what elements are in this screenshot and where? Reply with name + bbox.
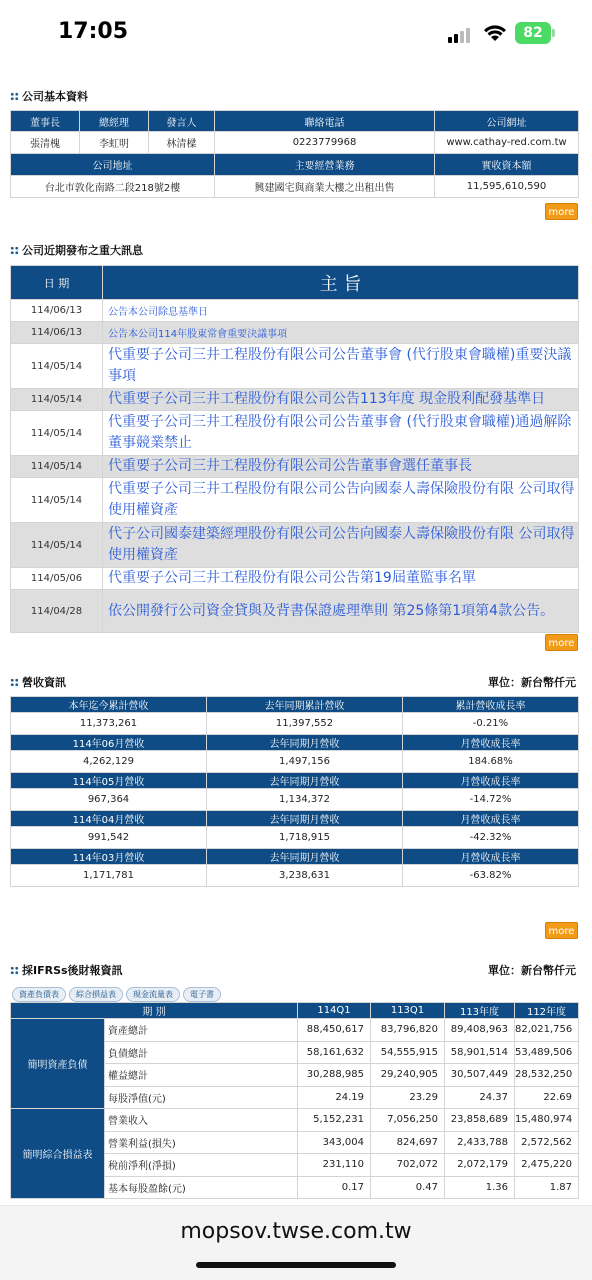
header-spokesperson: 發言人 bbox=[149, 111, 215, 132]
wifi-icon bbox=[482, 23, 508, 43]
basic-info-table bbox=[10, 110, 579, 198]
cell-value: 231,110 bbox=[298, 1154, 371, 1177]
revenue-header: 本年迄今累計營收 bbox=[11, 697, 207, 713]
revenue-value: -0.21% bbox=[403, 713, 579, 735]
news-date: 114/05/14 bbox=[11, 411, 103, 456]
revenue-value: 11,397,552 bbox=[207, 713, 403, 735]
cell-value: 22.69 bbox=[515, 1086, 579, 1109]
group-income-statement: 簡明綜合損益表 bbox=[11, 1109, 105, 1199]
section-title-basic-info: 公司基本資料 bbox=[10, 88, 88, 104]
revenue-unit: 單位：新台幣仟元 bbox=[488, 676, 576, 689]
row-label: 營業利益(損失) bbox=[105, 1131, 298, 1154]
row-label: 營業收入 bbox=[105, 1109, 298, 1132]
period-header: 112年度 bbox=[515, 1003, 579, 1019]
value-website[interactable]: www.cathay-red.com.tw bbox=[435, 132, 579, 154]
revenue-header: 去年同期月營收 bbox=[207, 811, 403, 827]
cell-value: 7,056,250 bbox=[371, 1109, 445, 1132]
revenue-header: 去年同期月營收 bbox=[207, 735, 403, 751]
cell-value: 24.19 bbox=[298, 1086, 371, 1109]
value-chairman: 張清槐 bbox=[11, 132, 80, 154]
news-link[interactable]: 依公開發行公司資金貸與及背書保證處理準則 第25條第1項第4款公告。 bbox=[103, 590, 579, 633]
status-bar bbox=[0, 0, 592, 70]
tab-income-statement[interactable]: 綜合損益表 bbox=[69, 987, 123, 1002]
cell-value: 2,072,179 bbox=[445, 1154, 515, 1177]
header-gm: 總經理 bbox=[80, 111, 149, 132]
cell-value: 29,240,905 bbox=[371, 1064, 445, 1087]
cellular-signal-icon bbox=[448, 27, 474, 43]
revenue-header: 月營收成長率 bbox=[403, 735, 579, 751]
cell-value: 0.17 bbox=[298, 1176, 371, 1199]
battery-icon: 82 bbox=[515, 22, 551, 44]
tab-balance-sheet[interactable]: 資產負債表 bbox=[12, 987, 66, 1002]
news-date: 114/05/14 bbox=[11, 478, 103, 523]
header-business: 主要經營業務 bbox=[215, 154, 435, 176]
cell-value: 88,450,617 bbox=[298, 1019, 371, 1042]
address-url[interactable]: mopsov.twse.com.tw bbox=[180, 1219, 412, 1244]
battery-nub bbox=[552, 29, 555, 37]
bullet-icon bbox=[10, 246, 19, 255]
financial-tabs bbox=[12, 982, 224, 1002]
row-label: 基本每股盈餘(元) bbox=[105, 1176, 298, 1199]
financial-unit: 單位：新台幣仟元 bbox=[488, 964, 576, 977]
revenue-value: 4,262,129 bbox=[11, 751, 207, 773]
news-link[interactable]: 代重要子公司三井工程股份有限公司公告113年度 現金股利配發基準日 bbox=[103, 389, 579, 411]
group-balance-sheet: 簡明資產負債 bbox=[11, 1019, 105, 1109]
cell-value: 343,004 bbox=[298, 1131, 371, 1154]
news-link[interactable]: 代重要子公司三井工程股份有限公司公告向國泰人壽保險股份有限 公司取得使用權資產 bbox=[103, 478, 579, 523]
value-capital: 11,595,610,590 bbox=[435, 176, 579, 198]
news-link[interactable]: 公告本公司114年股東常會重要決議事項 bbox=[103, 322, 579, 344]
revenue-value: -42.32% bbox=[403, 827, 579, 849]
header-period: 期 別 bbox=[11, 1003, 298, 1019]
financial-table bbox=[10, 1002, 579, 1199]
tab-ebook[interactable]: 電子書 bbox=[183, 987, 221, 1002]
news-date: 114/05/14 bbox=[11, 344, 103, 389]
revenue-value: 11,373,261 bbox=[11, 713, 207, 735]
revenue-value: 967,364 bbox=[11, 789, 207, 811]
cell-value: 824,697 bbox=[371, 1131, 445, 1154]
header-website: 公司網址 bbox=[435, 111, 579, 132]
news-link[interactable]: 代子公司國泰建築經理股份有限公司公告向國泰人壽保險股份有限 公司取得使用權資產 bbox=[103, 523, 579, 568]
revenue-value: -63.82% bbox=[403, 865, 579, 887]
row-label: 稅前淨利(淨損) bbox=[105, 1154, 298, 1177]
revenue-header: 去年同期累計營收 bbox=[207, 697, 403, 713]
news-date: 114/06/13 bbox=[11, 322, 103, 344]
revenue-value: 184.68% bbox=[403, 751, 579, 773]
header-phone: 聯絡電話 bbox=[215, 111, 435, 132]
section-title-revenue: 營收資訊 bbox=[10, 674, 66, 690]
section-title-financial: 採IFRSs後財報資訊 bbox=[10, 962, 123, 978]
period-header: 114Q1 bbox=[298, 1003, 371, 1019]
cell-value: 5,152,231 bbox=[298, 1109, 371, 1132]
revenue-header: 去年同期月營收 bbox=[207, 773, 403, 789]
value-address: 台北市敦化南路二段218號2樓 bbox=[11, 176, 215, 198]
home-indicator[interactable] bbox=[196, 1262, 396, 1268]
cell-value: 58,161,632 bbox=[298, 1041, 371, 1064]
cell-value: 15,480,974 bbox=[515, 1109, 579, 1132]
value-phone: 0223779968 bbox=[215, 132, 435, 154]
revenue-table bbox=[10, 696, 579, 887]
cell-value: 2,475,220 bbox=[515, 1154, 579, 1177]
cell-value: 53,489,506 bbox=[515, 1041, 579, 1064]
section-title-news: 公司近期發布之重大訊息 bbox=[10, 242, 143, 258]
bullet-icon bbox=[10, 678, 19, 687]
period-header: 113Q1 bbox=[371, 1003, 445, 1019]
row-label: 資產總計 bbox=[105, 1019, 298, 1042]
revenue-header: 月營收成長率 bbox=[403, 811, 579, 827]
revenue-value: 1,171,781 bbox=[11, 865, 207, 887]
header-address: 公司地址 bbox=[11, 154, 215, 176]
news-date: 114/05/14 bbox=[11, 523, 103, 568]
cell-value: 30,288,985 bbox=[298, 1064, 371, 1087]
revenue-header: 去年同期月營收 bbox=[207, 849, 403, 865]
header-subject: 主 旨 bbox=[103, 266, 579, 300]
cell-value: 89,408,963 bbox=[445, 1019, 515, 1042]
cell-value: 30,507,449 bbox=[445, 1064, 515, 1087]
cell-value: 2,572,562 bbox=[515, 1131, 579, 1154]
cell-value: 54,555,915 bbox=[371, 1041, 445, 1064]
cell-value: 2,433,788 bbox=[445, 1131, 515, 1154]
news-date: 114/05/14 bbox=[11, 456, 103, 478]
revenue-header: 月營收成長率 bbox=[403, 773, 579, 789]
news-link[interactable]: 代重要子公司三井工程股份有限公司公告第19屆董監事名單 bbox=[103, 568, 579, 590]
revenue-value: 1,497,156 bbox=[207, 751, 403, 773]
cell-value: 28,532,250 bbox=[515, 1064, 579, 1087]
clock: 17:05 bbox=[58, 19, 129, 44]
revenue-header: 114年06月營收 bbox=[11, 735, 207, 751]
value-business: 興建國宅與商業大樓之出租出售 bbox=[215, 176, 435, 198]
cell-value: 23,858,689 bbox=[445, 1109, 515, 1132]
news-link[interactable]: 代重要子公司三井工程股份有限公司公告董事會選任董事長 bbox=[103, 456, 579, 478]
revenue-value: 1,718,915 bbox=[207, 827, 403, 849]
news-link[interactable]: 公告本公司除息基準日 bbox=[103, 300, 579, 322]
cell-value: 0.47 bbox=[371, 1176, 445, 1199]
news-link[interactable]: 代重要子公司三井工程股份有限公司公告董事會 (代行股東會職權)通過解除董事競業禁止 bbox=[103, 411, 579, 456]
cell-value: 24.37 bbox=[445, 1086, 515, 1109]
news-table bbox=[10, 265, 579, 633]
header-capital: 實收資本額 bbox=[435, 154, 579, 176]
row-label: 負債總計 bbox=[105, 1041, 298, 1064]
revenue-header: 累計營收成長率 bbox=[403, 697, 579, 713]
tab-cash-flow[interactable]: 現金流量表 bbox=[126, 987, 180, 1002]
revenue-header: 114年03月營收 bbox=[11, 849, 207, 865]
revenue-header: 月營收成長率 bbox=[403, 849, 579, 865]
revenue-value: -14.72% bbox=[403, 789, 579, 811]
cell-value: 1.36 bbox=[445, 1176, 515, 1199]
cell-value: 1.87 bbox=[515, 1176, 579, 1199]
revenue-value: 991,542 bbox=[11, 827, 207, 849]
value-gm: 李虹明 bbox=[80, 132, 149, 154]
revenue-value: 3,238,631 bbox=[207, 865, 403, 887]
more-button-revenue[interactable]: more bbox=[545, 922, 578, 939]
news-date: 114/05/06 bbox=[11, 568, 103, 590]
cell-value: 702,072 bbox=[371, 1154, 445, 1177]
news-link[interactable]: 代重要子公司三井工程股份有限公司公告董事會 (代行股東會職權)重要決議事項 bbox=[103, 344, 579, 389]
cell-value: 23.29 bbox=[371, 1086, 445, 1109]
bullet-icon bbox=[10, 966, 19, 975]
header-chairman: 董事長 bbox=[11, 111, 80, 132]
revenue-header: 114年04月營收 bbox=[11, 811, 207, 827]
header-date: 日 期 bbox=[11, 266, 103, 300]
row-label: 權益總計 bbox=[105, 1064, 298, 1087]
more-button-basic-info[interactable]: more bbox=[545, 203, 578, 220]
row-label: 每股淨值(元) bbox=[105, 1086, 298, 1109]
more-button-news[interactable]: more bbox=[545, 634, 578, 651]
revenue-value: 1,134,372 bbox=[207, 789, 403, 811]
revenue-header: 114年05月營收 bbox=[11, 773, 207, 789]
bullet-icon bbox=[10, 92, 19, 101]
news-date: 114/06/13 bbox=[11, 300, 103, 322]
cell-value: 83,796,820 bbox=[371, 1019, 445, 1042]
cell-value: 82,021,756 bbox=[515, 1019, 579, 1042]
news-date: 114/04/28 bbox=[11, 590, 103, 633]
value-spokesperson: 林清樑 bbox=[149, 132, 215, 154]
news-date: 114/05/14 bbox=[11, 389, 103, 411]
cell-value: 58,901,514 bbox=[445, 1041, 515, 1064]
period-header: 113年度 bbox=[445, 1003, 515, 1019]
